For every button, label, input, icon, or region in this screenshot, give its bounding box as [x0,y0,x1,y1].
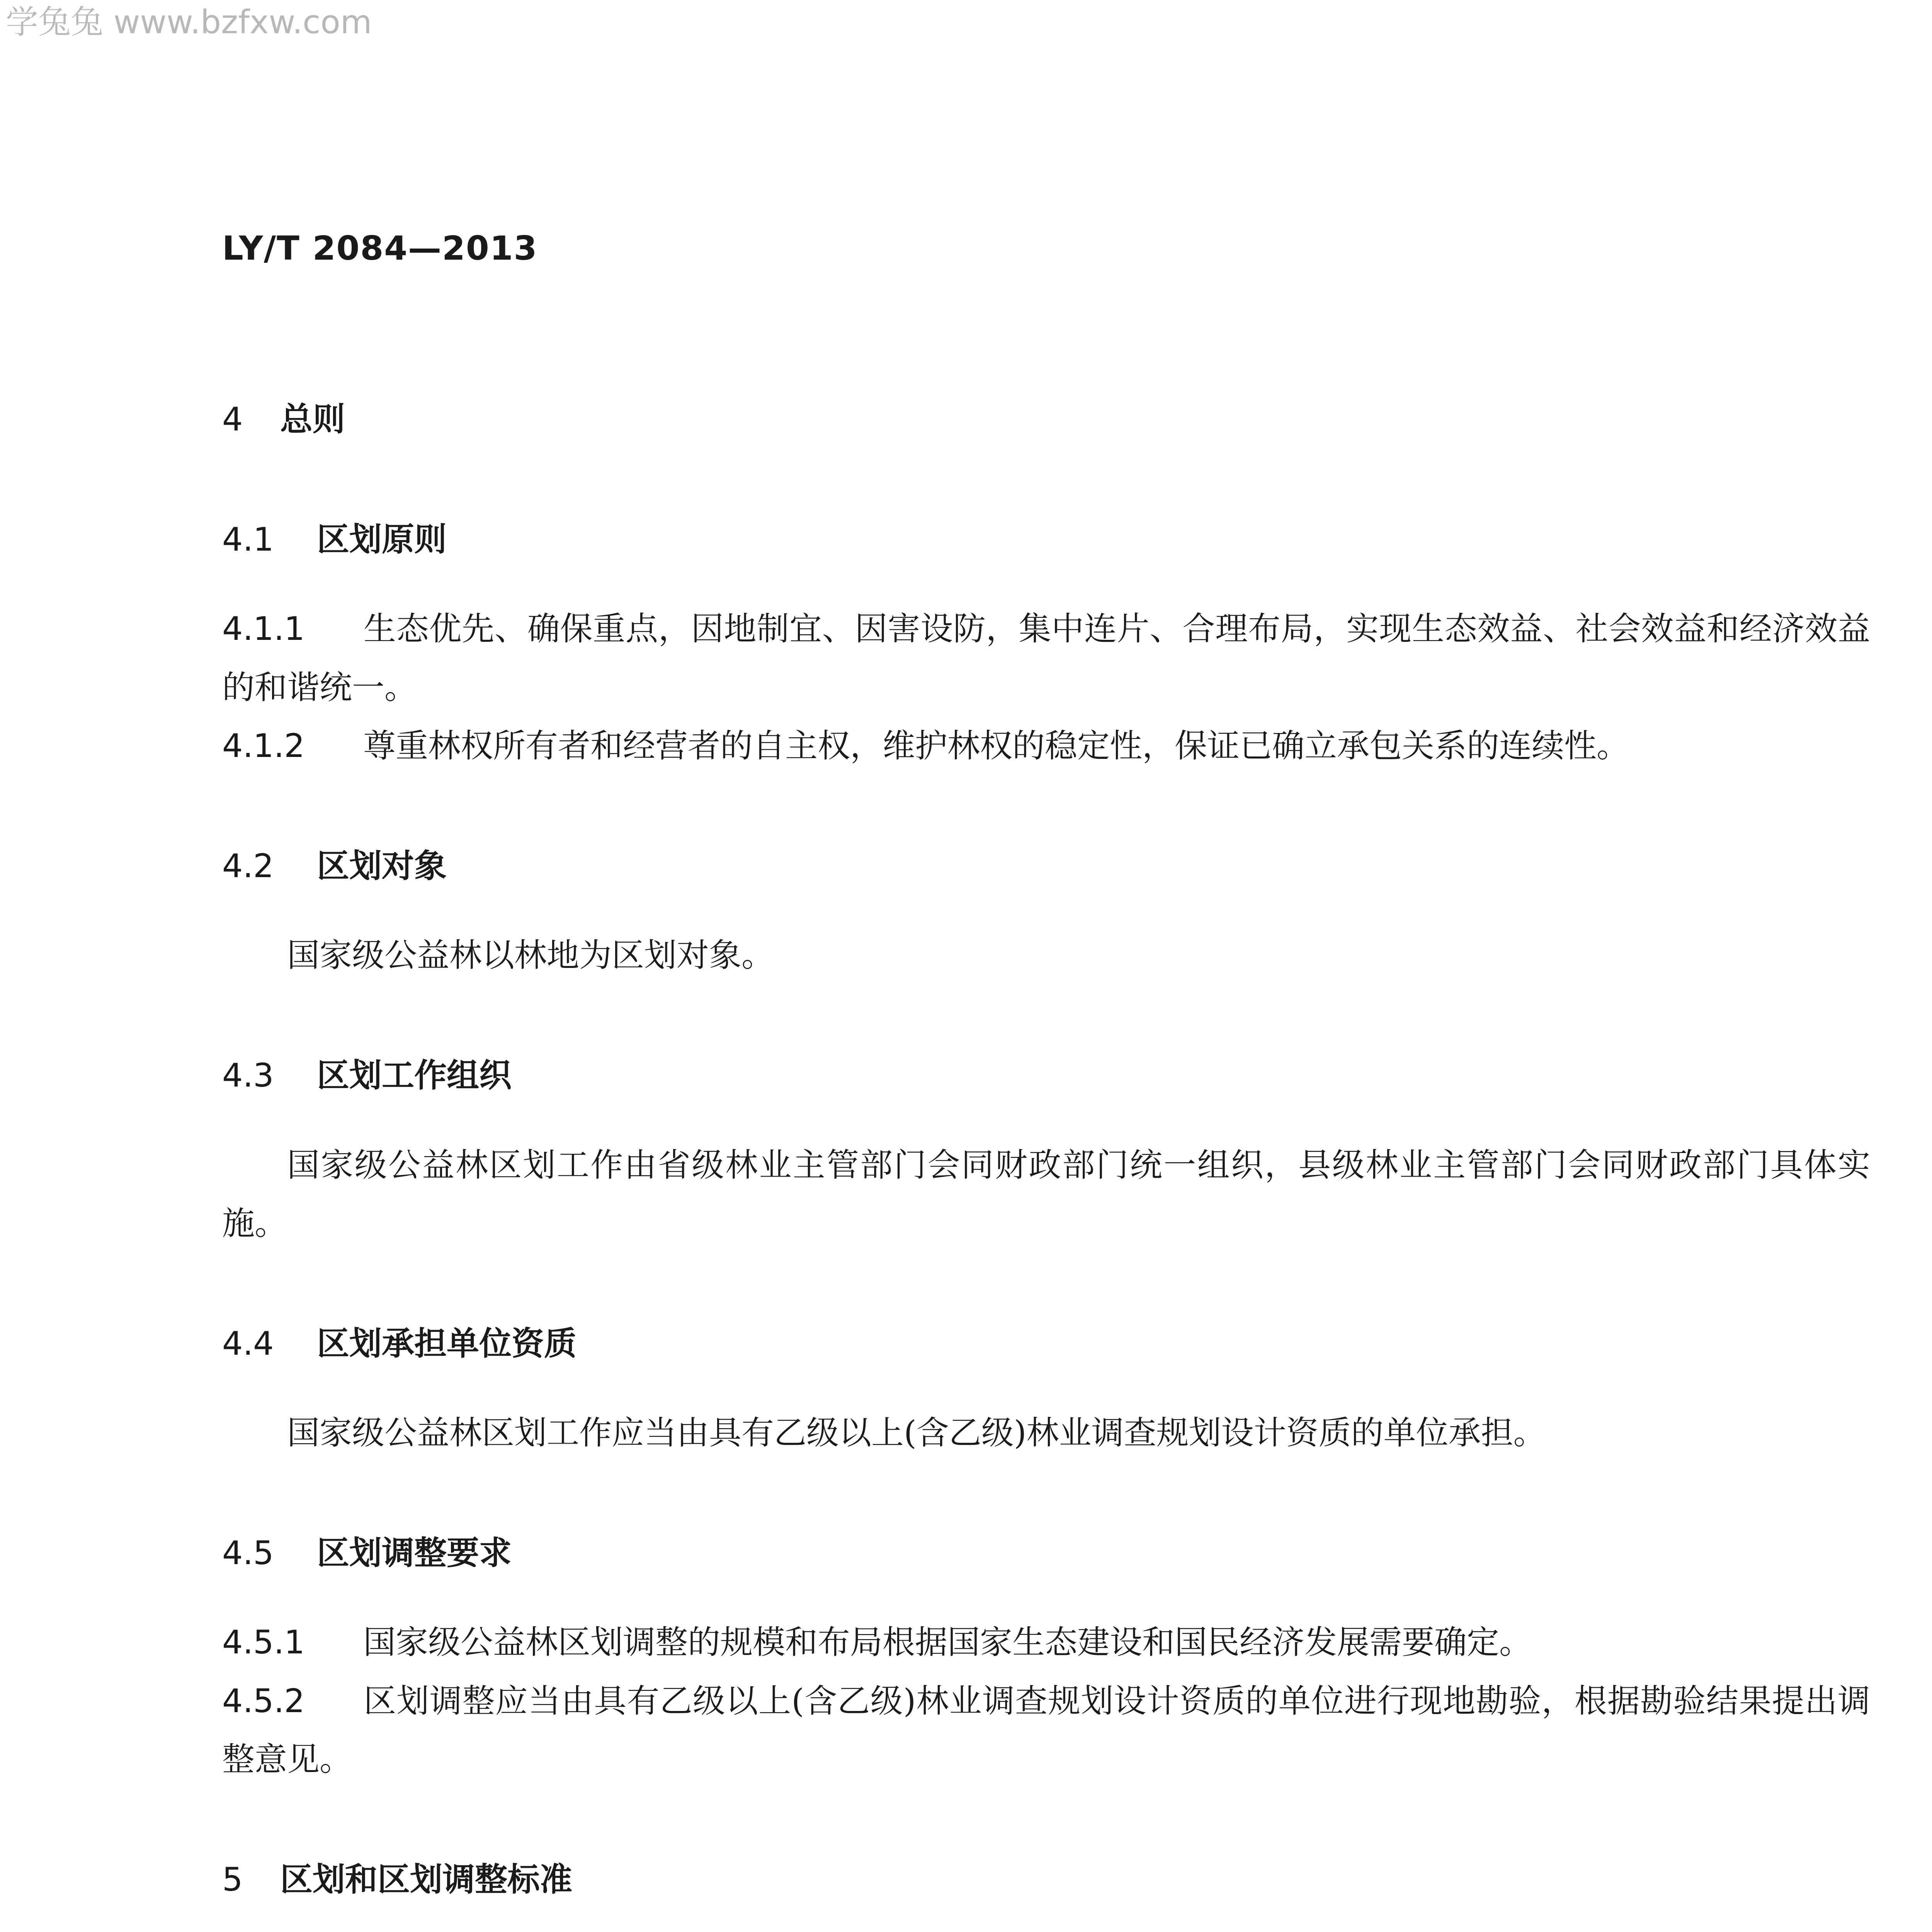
clause-number: 4.5.1 [222,1623,305,1662]
clause-text: 国家级公益林区划调整的规模和布局根据国家生态建设和国民经济发展需要确定。 [363,1623,1532,1662]
clause-text: 尊重林权所有者和经营者的自主权，维护林权的稳定性，保证已确立承包关系的连续性。 [363,726,1629,765]
section-title: 区划对象 [317,847,447,885]
section-number: 4.1 [222,520,274,559]
clause-text: 区划调整应当由具有乙级以上(含乙级)林业调查规划设计资质的单位进行现地勘验，根据勘验结果提出调整意见。 [222,1682,1870,1778]
section-5-heading [222,1850,1870,1909]
clause-4-1-2 [222,717,1870,775]
paragraph-4-4: 国家级公益林区划工作应当由具有乙级以上(含乙级)林业调查规划设计资质的单位承担。 [287,1414,1546,1452]
section-number: 4 [222,400,243,438]
section-number: 5 [222,1861,243,1898]
section-title: 区划调整要求 [317,1534,512,1572]
section-4-heading [222,390,1870,449]
section-number: 4.4 [222,1324,274,1362]
clause-number: 4.1.1 [222,610,305,648]
section-4-1-heading [222,510,1870,569]
section-4-4-heading [222,1315,1870,1373]
clause-4-5-2 [222,1672,1870,1789]
section-title: 区划承担单位资质 [317,1324,577,1362]
section-title: 区划工作组织 [317,1056,512,1095]
document-body [222,390,1870,1932]
clause-4-5-1 [222,1613,1870,1672]
clause-4-1-1 [222,600,1870,716]
section-4-3-heading [222,1046,1870,1105]
section-number: 4.3 [222,1056,274,1095]
section-number: 4.2 [222,847,274,885]
section-title: 总则 [280,400,345,438]
section-title: 区划和区划调整标准 [280,1861,573,1898]
clause-text: 生态优先、确保重点，因地制宜、因害设防，集中连片、合理布局，实现生态效益、社会效益和经济效益的和谐统一。 [222,610,1870,706]
watermark: 学兔兔 www.bzfxw.com [6,3,372,41]
section-4-5-heading [222,1524,1870,1582]
paragraph-4-2: 国家级公益林以林地为区划对象。 [287,936,774,975]
clause-number: 4.1.2 [222,726,305,765]
standard-code: LY/T 2084—2013 [222,229,538,268]
section-number: 4.5 [222,1534,274,1572]
clause-number: 4.5.2 [222,1682,305,1720]
paragraph-4-3: 国家级公益林区划工作由省级林业主管部门会同财政部门统一组织，县级林业主管部门会同财政部门具体实施。 [222,1146,1870,1242]
section-4-2-heading [222,837,1870,895]
section-title: 区划原则 [317,520,447,559]
